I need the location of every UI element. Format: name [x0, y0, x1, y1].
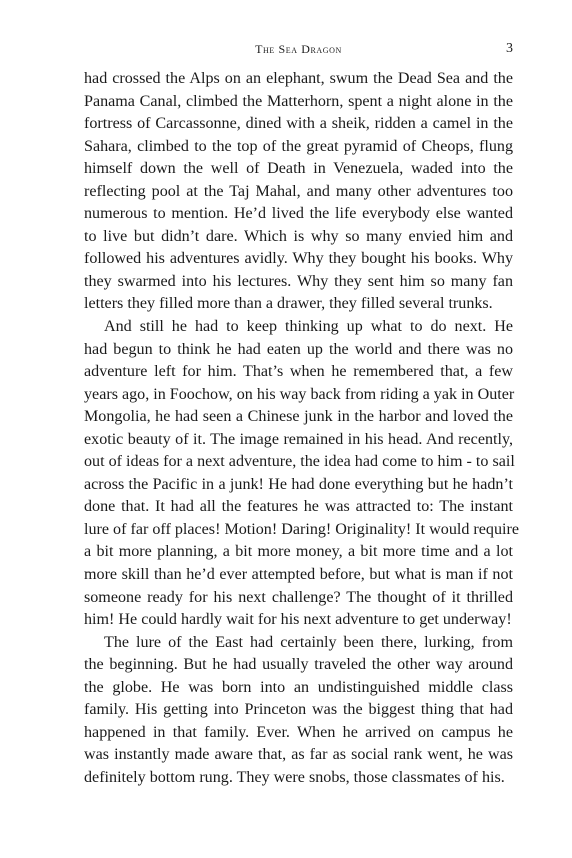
text-line: they swarmed into his lectures. Why they sent him so many fan [84, 272, 513, 290]
text-line: family. His getting into Princeton was the biggest thing that had [84, 701, 513, 719]
paragraph [84, 68, 513, 316]
body-text [84, 68, 519, 790]
text-line: letters they filled more than a drawer, they filled several trunks. [84, 295, 493, 313]
text-line: out of ideas for a next adventure, the idea had come to him - to sail [84, 453, 515, 471]
text-line: years ago, in Foochow, on his way back from riding a yak in Outer [84, 385, 515, 403]
text-line: had crossed the Alps on an elephant, swum the Dead Sea and the [84, 70, 513, 87]
text-line: followed his adventures avidly. Why they bought his books. Why [84, 250, 513, 268]
text-line: the beginning. But he had usually traveled the other way around [84, 656, 513, 674]
paragraph [84, 632, 513, 790]
text-line: fortress of Carcassonne, dined with a sheik, ridden a camel in the [84, 115, 513, 133]
text-line: definitely bottom rung. They were snobs, those classmates of his. [84, 768, 505, 786]
text-line: himself down the well of Death in Venezuela, waded into the [84, 160, 513, 178]
text-line: done that. It had all the features he was attracted to: The instant [84, 498, 513, 516]
text-line: Panama Canal, climbed the Matterhorn, spent a night alone in the [84, 92, 513, 110]
text-line: numerous to mention. He’d lived the life everybody else wanted [84, 205, 513, 223]
text-line: the globe. He was born into an undistinguished middle class [84, 678, 513, 696]
paragraph [84, 316, 519, 632]
running-title: The Sea Dragon [255, 42, 342, 56]
text-line: adventure left for him. That’s when he remembered that, a few [84, 363, 513, 381]
text-line: exotic beauty of it. The image remained in his head. And recently, [84, 430, 513, 448]
page-number: 3 [506, 41, 513, 56]
text-line: And still he had to keep thinking up what to do next. He [104, 318, 513, 336]
text-line: was instantly made aware that, as far as social rank went, he was [84, 746, 513, 764]
text-line: lure of far off places! Motion! Daring! Originality! It would require [84, 520, 519, 538]
text-line: someone ready for his next challenge? The thought of it thrilled [84, 588, 513, 606]
text-line: a bit more planning, a bit more money, a bit more time and a lot [84, 543, 513, 561]
text-line: across the Pacific in a junk! He had done everything but he hadn’t [84, 475, 513, 493]
text-line: to live but didn’t dare. Which is why so many envied him and [84, 227, 513, 245]
text-line: had begun to think he had eaten up the world and there was no [84, 340, 513, 358]
text-line: The lure of the East had certainly been there, lurking, from [104, 633, 513, 651]
text-line: Mongolia, he had seen a Chinese junk in the harbor and loved the [84, 408, 513, 426]
text-line: reflecting pool at the Taj Mahal, and many other adventures too [84, 182, 513, 200]
running-head [84, 41, 513, 57]
text-line: him! He could hardly wait for his next adventure to get underway! [84, 611, 512, 629]
text-line: more skill than he’d ever attempted before, but what is man if not [84, 566, 513, 584]
text-line: happened in that family. Ever. When he arrived on campus he [84, 723, 513, 741]
text-line: Sahara, climbed to the top of the great pyramid of Cheops, flung [84, 137, 513, 155]
